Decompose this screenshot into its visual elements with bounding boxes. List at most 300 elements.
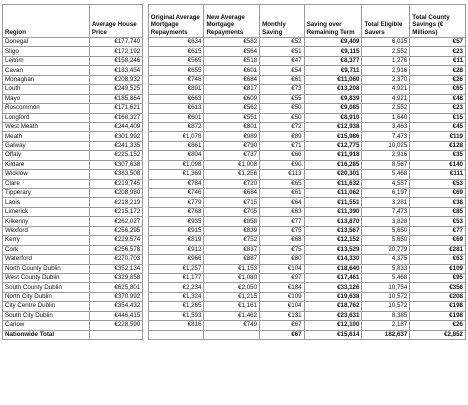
cell-county-savings: €119 [410, 132, 466, 141]
header-county-savings: Total County Savings (€ Millions) [410, 5, 466, 38]
cell-new-repayments: €518 [204, 56, 260, 65]
cell-eligible-savers: 2,916 [362, 151, 410, 160]
cell-saving-remaining-term: €9,409 [304, 38, 362, 47]
cell-county-savings: €57 [410, 38, 466, 47]
cell-average-house-price: €270,703 [89, 255, 142, 264]
cell-average-house-price: €183,454 [89, 66, 142, 75]
cell-eligible-savers: 20,779 [362, 245, 410, 254]
header-original-repayments: Original Average Mortgage Repayments [148, 5, 204, 38]
cell-monthly-saving: €72 [260, 122, 305, 131]
cell-eligible-savers: 4,921 [362, 94, 410, 103]
table-row [3, 122, 466, 131]
cell-region: West Meath [3, 122, 90, 131]
cell-county-savings: €45 [410, 122, 466, 131]
cell-monthly-saving: €104 [260, 302, 305, 311]
cell-monthly-saving: €68 [260, 236, 305, 245]
cell-monthly-saving: €50 [260, 113, 305, 122]
cell-eligible-savers: 5,650 [362, 226, 410, 235]
cell-eligible-savers: 2,370 [362, 75, 410, 84]
table-row [3, 38, 466, 47]
cell-average-house-price: €625,801 [89, 283, 142, 292]
cell-new-repayments: €749 [204, 321, 260, 330]
cell-saving-remaining-term: €9,711 [304, 66, 362, 75]
cell-county-savings: €109 [410, 264, 466, 273]
cell-original-repayments: €861 [148, 141, 204, 150]
cell-new-repayments: €684 [204, 75, 260, 84]
cell-eligible-savers: 10,572 [362, 292, 410, 301]
cell-new-repayments: €705 [204, 207, 260, 216]
cell-monthly-saving: €66 [260, 151, 305, 160]
cell-saving-remaining-term: €18,640 [304, 264, 362, 273]
cell-average-house-price: €158,246 [89, 56, 142, 65]
cell-original-repayments: €915 [148, 226, 204, 235]
cell-monthly-saving: €73 [260, 85, 305, 94]
cell-region: Mayo [3, 94, 90, 103]
cell-original-repayments: €655 [148, 66, 204, 75]
table-row [3, 94, 466, 103]
table-row [3, 245, 466, 254]
cell-county-savings: €95 [410, 273, 466, 282]
cell-eligible-savers: 3,463 [362, 122, 410, 131]
cell-saving-remaining-term: €14,330 [304, 255, 362, 264]
cell-original-repayments: €784 [148, 179, 204, 188]
cell-original-repayments [148, 330, 204, 339]
cell-monthly-saving: €55 [260, 94, 305, 103]
table-row [3, 75, 466, 84]
cell-new-repayments: €790 [204, 141, 260, 150]
cell-saving-remaining-term: €9,115 [304, 47, 362, 56]
cell-saving-remaining-term: €33,126 [304, 283, 362, 292]
cell-eligible-savers: 4,557 [362, 179, 410, 188]
cell-region: Clare [3, 179, 90, 188]
cell-county-savings: €111 [410, 170, 466, 179]
cell-eligible-savers: 3,281 [362, 198, 410, 207]
cell-county-savings: €38 [410, 198, 466, 207]
cell-original-repayments: €1,265 [148, 302, 204, 311]
cell-average-house-price: €172,192 [89, 47, 142, 56]
table-row [3, 311, 466, 320]
cell-region: South City Dublin [3, 311, 90, 320]
cell-monthly-saving: €104 [260, 264, 305, 273]
cell-new-repayments: €582 [204, 38, 260, 47]
cell-eligible-savers: 5,468 [362, 273, 410, 282]
cell-eligible-savers: 10,025 [362, 141, 410, 150]
cell-saving-remaining-term: €13,870 [304, 217, 362, 226]
cell-county-savings: €2,852 [410, 330, 466, 339]
cell-region: Galway [3, 141, 90, 150]
table-row [3, 113, 466, 122]
cell-region: Donegal [3, 38, 90, 47]
cell-county-savings: €23 [410, 104, 466, 113]
cell-average-house-price: €256,295 [89, 226, 142, 235]
cell-monthly-saving: €50 [260, 104, 305, 113]
cell-county-savings: €128 [410, 141, 466, 150]
table-row [3, 236, 466, 245]
cell-eligible-savers: 5,833 [362, 264, 410, 273]
cell-average-house-price: €352,134 [89, 264, 142, 273]
cell-saving-remaining-term: €13,208 [304, 85, 362, 94]
table-row [3, 264, 466, 273]
table-header-row [3, 5, 466, 38]
cell-region: Offaly [3, 151, 90, 160]
cell-original-repayments: €613 [148, 104, 204, 113]
cell-average-house-price: €168,327 [89, 113, 142, 122]
table-row [3, 292, 466, 301]
cell-original-repayments: €1,324 [148, 292, 204, 301]
cell-eligible-savers: 3,828 [362, 217, 410, 226]
cell-new-repayments: €551 [204, 113, 260, 122]
cell-new-repayments: €715 [204, 198, 260, 207]
table-row [3, 66, 466, 75]
cell-average-house-price: €215,172 [89, 207, 142, 216]
cell-eligible-savers: 10,572 [362, 302, 410, 311]
cell-region: Nationwide Total [3, 330, 90, 339]
cell-county-savings: €208 [410, 292, 466, 301]
header-monthly-saving: Monthly Saving [260, 5, 305, 38]
cell-county-savings: €15 [410, 113, 466, 122]
cell-saving-remaining-term: €11,060 [304, 75, 362, 84]
cell-new-repayments: €609 [204, 94, 260, 103]
cell-county-savings: €26 [410, 321, 466, 330]
cell-new-repayments: €858 [204, 217, 260, 226]
cell-new-repayments: €737 [204, 151, 260, 160]
cell-region: Kerry [3, 236, 90, 245]
cell-new-repayments: €601 [204, 66, 260, 75]
table-row [3, 189, 466, 198]
cell-eligible-savers: 8,385 [362, 311, 410, 320]
cell-county-savings: €77 [410, 226, 466, 235]
table-body [3, 38, 466, 340]
cell-eligible-savers: 5,650 [362, 236, 410, 245]
table-row [3, 179, 466, 188]
cell-average-house-price [89, 330, 142, 339]
cell-average-house-price: €301,992 [89, 132, 142, 141]
cell-region: Wexford [3, 226, 90, 235]
cell-monthly-saving: €77 [260, 217, 305, 226]
table-row [3, 132, 466, 141]
cell-saving-remaining-term: €19,638 [304, 292, 362, 301]
cell-original-repayments: €912 [148, 245, 204, 254]
cell-average-house-price: €307,638 [89, 160, 142, 169]
cell-county-savings: €69 [410, 236, 466, 245]
cell-saving-remaining-term: €17,461 [304, 273, 362, 282]
cell-new-repayments: €989 [204, 132, 260, 141]
cell-county-savings: €65 [410, 85, 466, 94]
cell-new-repayments: €1,256 [204, 170, 260, 179]
cell-saving-remaining-term: €15,986 [304, 132, 362, 141]
cell-county-savings: €63 [410, 255, 466, 264]
cell-county-savings: €53 [410, 217, 466, 226]
cell-eligible-savers: 182,637 [362, 330, 410, 339]
cell-new-repayments: €1,153 [204, 264, 260, 273]
cell-average-house-price: €244,409 [89, 122, 142, 131]
cell-saving-remaining-term: €8,377 [304, 56, 362, 65]
header-new-repayments: New Average Mortgage Repayments [204, 5, 260, 38]
cell-county-savings: €85 [410, 207, 466, 216]
cell-new-repayments: €1,008 [204, 160, 260, 169]
table-row [3, 170, 466, 179]
cell-saving-remaining-term: €18,762 [304, 302, 362, 311]
table-row [3, 85, 466, 94]
cell-average-house-price: €208,980 [89, 189, 142, 198]
cell-new-repayments: €801 [204, 122, 260, 131]
cell-new-repayments: €1,462 [204, 311, 260, 320]
cell-saving-remaining-term: €16,285 [304, 160, 362, 169]
cell-original-repayments: €779 [148, 198, 204, 207]
cell-original-repayments: €768 [148, 207, 204, 216]
cell-county-savings: €28 [410, 66, 466, 75]
cell-region: Leitrim [3, 56, 90, 65]
cell-eligible-savers: 7,473 [362, 207, 410, 216]
cell-region: Roscommon [3, 104, 90, 113]
cell-average-house-price: €218,219 [89, 198, 142, 207]
cell-average-house-price: €177,740 [89, 38, 142, 47]
cell-eligible-savers: 2,552 [362, 47, 410, 56]
cell-region: Meath [3, 132, 90, 141]
cell-county-savings: €26 [410, 75, 466, 84]
cell-original-repayments: €966 [148, 255, 204, 264]
cell-region: Kilkenny [3, 217, 90, 226]
cell-saving-remaining-term: €11,062 [304, 189, 362, 198]
cell-county-savings: €198 [410, 302, 466, 311]
table-row [3, 321, 466, 330]
cell-new-repayments: €720 [204, 179, 260, 188]
cell-average-house-price: €446,415 [89, 311, 142, 320]
cell-region: Waterford [3, 255, 90, 264]
cell-original-repayments: €1,369 [148, 170, 204, 179]
table-row [3, 255, 466, 264]
cell-eligible-savers: 1,276 [362, 56, 410, 65]
county-savings-table [2, 4, 466, 340]
cell-monthly-saving: €51 [260, 47, 305, 56]
cell-original-repayments: €1,593 [148, 311, 204, 320]
cell-saving-remaining-term: €20,301 [304, 170, 362, 179]
cell-monthly-saving: €89 [260, 132, 305, 141]
cell-region: Sligo [3, 47, 90, 56]
cell-monthly-saving: €131 [260, 311, 305, 320]
cell-eligible-savers: 2,552 [362, 104, 410, 113]
cell-saving-remaining-term: €12,775 [304, 141, 362, 150]
cell-eligible-savers: 2,187 [362, 321, 410, 330]
cell-eligible-savers: 2,916 [362, 66, 410, 75]
cell-region: Longford [3, 113, 90, 122]
cell-region: Laois [3, 198, 90, 207]
cell-average-house-price: €229,574 [89, 236, 142, 245]
cell-region: City Centre Dublin [3, 302, 90, 311]
cell-original-repayments: €819 [148, 236, 204, 245]
cell-new-repayments: €564 [204, 47, 260, 56]
cell-new-repayments: €817 [204, 85, 260, 94]
cell-region: Cork [3, 245, 90, 254]
cell-saving-remaining-term: €11,632 [304, 179, 362, 188]
header-eligible-savers: Total Eligible Savers [362, 5, 410, 38]
cell-new-repayments: €2,050 [204, 283, 260, 292]
cell-monthly-saving: €97 [260, 273, 305, 282]
cell-region: Carlow [3, 321, 90, 330]
cell-saving-remaining-term: €11,918 [304, 151, 362, 160]
cell-original-repayments: €634 [148, 38, 204, 47]
cell-region: North City Dublin [3, 292, 90, 301]
cell-original-repayments: €891 [148, 85, 204, 94]
cell-original-repayments: €935 [148, 217, 204, 226]
cell-region: South County Dublin [3, 283, 90, 292]
cell-eligible-savers: 6,015 [362, 38, 410, 47]
cell-average-house-price: €171,621 [89, 104, 142, 113]
cell-monthly-saving: €67 [260, 321, 305, 330]
cell-eligible-savers: 7,473 [362, 132, 410, 141]
cell-saving-remaining-term: €12,100 [304, 321, 362, 330]
cell-monthly-saving: €80 [260, 255, 305, 264]
cell-new-repayments: €684 [204, 189, 260, 198]
cell-original-repayments: €804 [148, 151, 204, 160]
cell-region: Kildare [3, 160, 90, 169]
cell-average-house-price: €256,578 [89, 245, 142, 254]
cell-new-repayments: €1,215 [204, 292, 260, 301]
cell-county-savings: €198 [410, 311, 466, 320]
cell-county-savings: €140 [410, 160, 466, 169]
cell-eligible-savers: 6,197 [362, 189, 410, 198]
cell-monthly-saving: €47 [260, 56, 305, 65]
header-average-house-price: Average House Price [89, 5, 142, 38]
cell-saving-remaining-term: €15,614 [304, 330, 362, 339]
cell-region: Louth [3, 85, 90, 94]
cell-new-repayments: €1,161 [204, 302, 260, 311]
cell-original-repayments: €872 [148, 122, 204, 131]
cell-monthly-saving: €90 [260, 160, 305, 169]
cell-county-savings: €53 [410, 179, 466, 188]
savings-table-container [2, 4, 466, 340]
cell-saving-remaining-term: €23,631 [304, 311, 362, 320]
cell-region: Tipperary [3, 189, 90, 198]
cell-average-house-price: €208,932 [89, 75, 142, 84]
table-row [3, 302, 466, 311]
cell-monthly-saving: €184 [260, 283, 305, 292]
cell-average-house-price: €219,745 [89, 179, 142, 188]
table-row [3, 217, 466, 226]
cell-county-savings: €69 [410, 189, 466, 198]
cell-original-repayments: €1,098 [148, 160, 204, 169]
cell-region: Monaghan [3, 75, 90, 84]
cell-monthly-saving: €52 [260, 38, 305, 47]
table-row [3, 141, 466, 150]
cell-new-repayments: €887 [204, 255, 260, 264]
cell-county-savings: €23 [410, 47, 466, 56]
cell-monthly-saving: €109 [260, 292, 305, 301]
table-row [3, 151, 466, 160]
cell-average-house-price: €354,432 [89, 302, 142, 311]
cell-new-repayments: €1,080 [204, 273, 260, 282]
cell-saving-remaining-term: €11,551 [304, 198, 362, 207]
cell-saving-remaining-term: €12,938 [304, 122, 362, 131]
cell-average-house-price: €225,152 [89, 151, 142, 160]
cell-monthly-saving: €75 [260, 226, 305, 235]
cell-original-repayments: €601 [148, 113, 204, 122]
cell-new-repayments: €837 [204, 245, 260, 254]
table-row [3, 283, 466, 292]
cell-county-savings: €48 [410, 94, 466, 103]
table-row [3, 273, 466, 282]
cell-original-repayments: €1,078 [148, 132, 204, 141]
cell-saving-remaining-term: €11,390 [304, 207, 362, 216]
cell-eligible-savers: 10,754 [362, 283, 410, 292]
cell-monthly-saving: €61 [260, 75, 305, 84]
cell-eligible-savers: 1,640 [362, 113, 410, 122]
cell-eligible-savers: 4,375 [362, 255, 410, 264]
cell-saving-remaining-term: €12,152 [304, 236, 362, 245]
cell-region: North County Dublin [3, 264, 90, 273]
cell-eligible-savers: 5,468 [362, 170, 410, 179]
cell-monthly-saving: €65 [260, 179, 305, 188]
table-row [3, 207, 466, 216]
table-row [3, 56, 466, 65]
cell-original-repayments: €663 [148, 94, 204, 103]
cell-original-repayments: €746 [148, 189, 204, 198]
cell-monthly-saving: €64 [260, 198, 305, 207]
cell-original-repayments: €615 [148, 47, 204, 56]
cell-average-house-price: €185,864 [89, 94, 142, 103]
cell-region: West County Dublin [3, 273, 90, 282]
cell-new-repayments: €839 [204, 226, 260, 235]
cell-new-repayments [204, 330, 260, 339]
header-saving-remaining-term: Saving over Remaining Term [304, 5, 362, 38]
cell-saving-remaining-term: €13,567 [304, 226, 362, 235]
cell-average-house-price: €228,590 [89, 321, 142, 330]
cell-monthly-saving: €54 [260, 66, 305, 75]
cell-county-savings: €35 [410, 151, 466, 160]
cell-saving-remaining-term: €13,529 [304, 245, 362, 254]
cell-monthly-saving: €63 [260, 207, 305, 216]
header-region: Region [3, 5, 90, 38]
cell-new-repayments: €752 [204, 236, 260, 245]
cell-monthly-saving: €61 [260, 189, 305, 198]
cell-original-repayments: €1,177 [148, 273, 204, 282]
cell-eligible-savers: 8,567 [362, 160, 410, 169]
cell-average-house-price: €262,027 [89, 217, 142, 226]
table-row [3, 160, 466, 169]
cell-region: Cavan [3, 66, 90, 75]
total-row [3, 330, 466, 339]
cell-monthly-saving: €113 [260, 170, 305, 179]
cell-county-savings: €281 [410, 245, 466, 254]
cell-average-house-price: €383,508 [89, 170, 142, 179]
cell-eligible-savers: 4,921 [362, 85, 410, 94]
cell-original-repayments: €746 [148, 75, 204, 84]
cell-county-savings: €356 [410, 283, 466, 292]
cell-monthly-saving: €75 [260, 245, 305, 254]
cell-new-repayments: €562 [204, 104, 260, 113]
cell-original-repayments: €816 [148, 321, 204, 330]
cell-saving-remaining-term: €9,839 [304, 94, 362, 103]
cell-monthly-saving: €71 [260, 141, 305, 150]
table-row [3, 104, 466, 113]
cell-county-savings: €11 [410, 56, 466, 65]
table-row [3, 198, 466, 207]
cell-original-repayments: €1,257 [148, 264, 204, 273]
cell-monthly-saving: €67 [260, 330, 305, 339]
cell-region: Limerick [3, 207, 90, 216]
cell-average-house-price: €370,992 [89, 292, 142, 301]
table-row [3, 226, 466, 235]
cell-average-house-price: €241,335 [89, 141, 142, 150]
cell-saving-remaining-term: €9,085 [304, 104, 362, 113]
cell-region: Wicklow [3, 170, 90, 179]
cell-average-house-price: €329,858 [89, 273, 142, 282]
cell-original-repayments: €2,234 [148, 283, 204, 292]
table-row [3, 47, 466, 56]
cell-average-house-price: €249,525 [89, 85, 142, 94]
cell-saving-remaining-term: €8,910 [304, 113, 362, 122]
cell-original-repayments: €565 [148, 56, 204, 65]
